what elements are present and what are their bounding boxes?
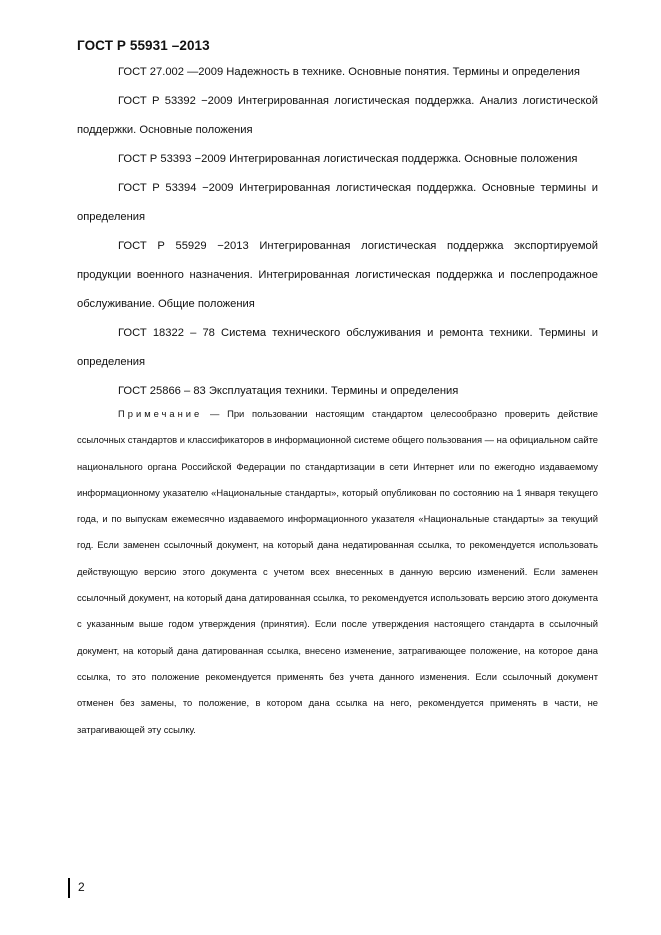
- reference-item: ГОСТ Р 55929 −2013 Интегрированная логистическая поддержка экспортируемой продукции военного назначения. Интегрированная логистическая поддержка и послепродажное обслуживание. Общие положения: [77, 240, 598, 310]
- reference-item: ГОСТ Р 53394 −2009 Интегрированная логистическая поддержка. Основные термины и определения: [77, 182, 598, 223]
- note-text: — При пользовании настоящим стандартом целесообразно проверить действие ссылочных стандартов и классификаторов в информационной системе общего пользования — на официальном сайте национального органа Российской Федерации по стандартизации в сети Интернет или по ежегодно издаваемому информационному указателю «Национальные стандарты», который опубликован по состоянию на 1 января текущего года, и по выпускам ежемесячно издаваемого информационного указателя «Национальные стандарты» за текущий год. Если заменен ссылочный документ, на который дана недатированная ссылка, то рекомендуется использовать действующую версию этого документа с учетом всех внесенных в данную версию изменений. Если заменен ссылочный документ, на который дана датированная ссылка, то рекомендуется использовать версию этого документа с указанным выше годом утверждения (принятия). Если после утверждения настоящего стандарта в ссылочный документ, на который дана датированная ссылка, внесено изменение, затрагивающее положение, на которое дана ссылка, то это положение рекомендуется применять без учета данного изменения. Если ссылочный документ отменен без замены, то положение, в котором дана ссылка на него, рекомендуется применять в части, не затрагивающей эту ссылку.: [77, 408, 598, 735]
- normative-references: [77, 58, 598, 406]
- reference-item: ГОСТ 27.002 —2009 Надежность в технике. Основные понятия. Термины и определения: [118, 66, 580, 78]
- page-header-title: ГОСТ Р 55931 –2013: [77, 38, 210, 53]
- reference-item: ГОСТ 25866 – 83 Эксплуатация техники. Термины и определения: [118, 385, 459, 397]
- reference-item: ГОСТ Р 53392 −2009 Интегрированная логистическая поддержка. Анализ логистической поддержки. Основные положения: [77, 95, 598, 136]
- page-number: 2: [78, 880, 85, 894]
- reference-item: ГОСТ Р 53393 −2009 Интегрированная логистическая поддержка. Основные положения: [118, 153, 578, 165]
- reference-item: ГОСТ 18322 – 78 Система технического обслуживания и ремонта техники. Термины и определения: [77, 327, 598, 368]
- note-paragraph: [77, 401, 598, 743]
- page-margin-bar: [68, 878, 70, 898]
- note-label: Примечание: [118, 408, 203, 419]
